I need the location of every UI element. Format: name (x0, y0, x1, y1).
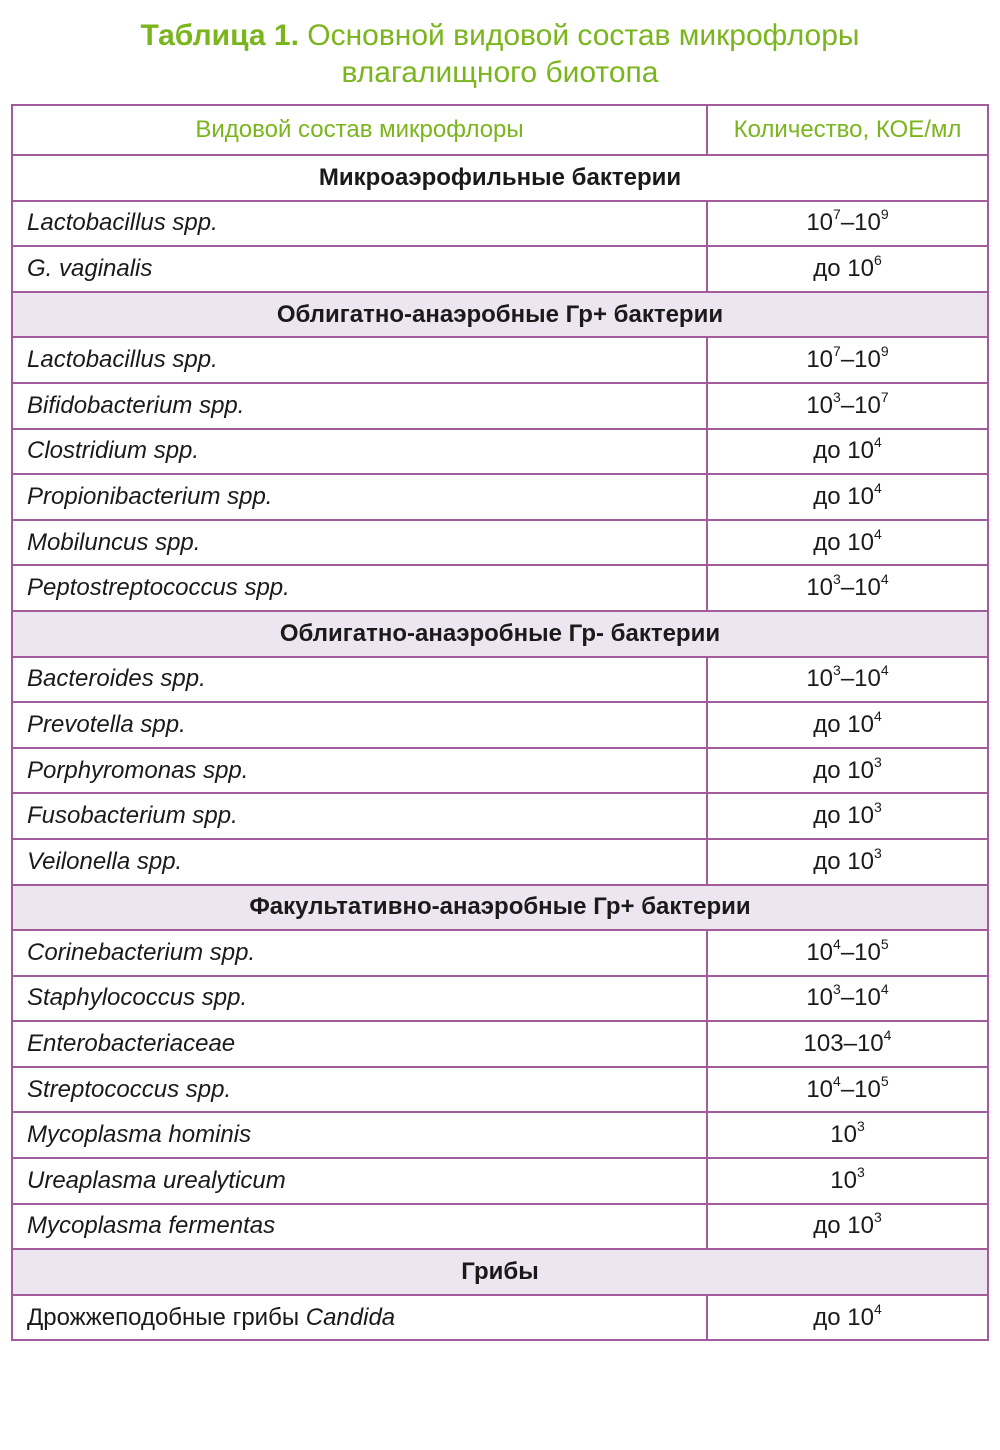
table-row (12, 1112, 988, 1158)
value-base: 10 (847, 847, 874, 875)
value-exp: 5 (880, 1072, 889, 1089)
quantity-value (707, 793, 988, 839)
species-name: Ureaplasma urealyticum (12, 1158, 707, 1204)
table-row (12, 1067, 988, 1113)
species-name: Peptostreptococcus spp. (12, 565, 707, 611)
value-exp: 4 (873, 525, 882, 542)
table-row (12, 930, 988, 976)
table-row (12, 1204, 988, 1250)
species-name: Mobiluncus spp. (12, 520, 707, 566)
value-prefix: до (813, 847, 848, 875)
value-exp: 3 (833, 662, 841, 679)
value-exp: 3 (873, 753, 882, 770)
group-label: Факультативно-анаэробные Гр+ бактерии (12, 885, 988, 931)
group-label: Микроаэрофильные бактерии (12, 155, 988, 201)
quantity-value (707, 474, 988, 520)
table-row (12, 976, 988, 1022)
value-sep: – (840, 346, 855, 374)
species-name: Fusobacterium spp. (12, 793, 707, 839)
table-row (12, 201, 988, 247)
table-row (12, 702, 988, 748)
species-name: Streptococcus spp. (12, 1067, 707, 1113)
species-name: Veilonella spp. (12, 839, 707, 885)
value-base: 10 (854, 346, 881, 374)
value-prefix: до (813, 1212, 848, 1240)
value-base: 10 (806, 574, 834, 602)
value-sep: – (843, 1030, 857, 1058)
value-exp: 3 (833, 981, 841, 998)
value-prefix: до (813, 802, 848, 830)
value-exp: 4 (880, 571, 889, 588)
value-prefix: до (813, 528, 848, 556)
quantity-value (707, 429, 988, 475)
group-row (12, 155, 988, 201)
value-prefix: до (813, 437, 848, 465)
species-name: Lactobacillus spp. (12, 337, 707, 383)
value-base: 10 (854, 391, 881, 419)
species-name: Clostridium spp. (12, 429, 707, 475)
value-sep: – (840, 984, 855, 1012)
quantity-value (707, 1021, 988, 1067)
value-exp: 4 (833, 1072, 841, 1089)
table-row (12, 748, 988, 794)
value-base: 10 (847, 710, 874, 738)
quantity-value (707, 1204, 988, 1250)
species-name: Propionibacterium spp. (12, 474, 707, 520)
value-base: 10 (806, 984, 834, 1012)
table-title (0, 0, 1000, 87)
group-row (12, 1249, 988, 1295)
value-base: 10 (830, 1166, 857, 1194)
value-base: 10 (830, 1121, 857, 1149)
species-name: Enterobacteriaceae (12, 1021, 707, 1067)
value-prefix: до (813, 482, 848, 510)
value-sep: – (840, 938, 855, 966)
value-base: 103 (803, 1030, 844, 1058)
value-exp: 3 (873, 1209, 882, 1226)
quantity-value (707, 930, 988, 976)
value-exp: 4 (880, 662, 889, 679)
value-exp: 4 (873, 434, 882, 451)
group-row (12, 885, 988, 931)
table-row (12, 337, 988, 383)
value-exp: 4 (883, 1027, 892, 1044)
value-base: 10 (854, 665, 881, 693)
value-base: 10 (854, 209, 881, 237)
value-base: 10 (806, 346, 834, 374)
value-exp: 4 (880, 981, 889, 998)
quantity-value (707, 1067, 988, 1113)
title-rest: Основной видовой состав микрофлоры (307, 19, 860, 52)
table-row (12, 246, 988, 292)
quantity-value (707, 383, 988, 429)
quantity-value (707, 201, 988, 247)
title-lead: Таблица 1. (140, 19, 299, 52)
quantity-value (707, 337, 988, 383)
header-species: Видовой состав микрофлоры (12, 105, 707, 155)
title-line-1 (0, 17, 1000, 54)
species-name: Prevotella spp. (12, 702, 707, 748)
value-exp: 4 (873, 1300, 882, 1317)
value-base: 10 (806, 209, 834, 237)
value-prefix: до (813, 254, 848, 282)
group-label: Грибы (12, 1249, 988, 1295)
quantity-value (707, 748, 988, 794)
value-exp: 7 (880, 388, 889, 405)
value-base: 10 (847, 802, 874, 830)
species-name: Corinebacterium spp. (12, 930, 707, 976)
value-exp: 3 (833, 388, 841, 405)
value-exp: 9 (880, 206, 889, 223)
table-row (12, 793, 988, 839)
microflora-table (11, 104, 989, 1341)
species-name-italic: Candida (305, 1303, 396, 1331)
value-sep: – (840, 391, 855, 419)
quantity-value (707, 702, 988, 748)
value-base: 10 (847, 1303, 874, 1331)
value-base: 10 (806, 665, 834, 693)
table-row (12, 657, 988, 703)
table-row (12, 429, 988, 475)
value-base: 10 (806, 1075, 834, 1103)
table-row (12, 565, 988, 611)
value-base: 10 (854, 1075, 881, 1103)
group-label: Облигатно-анаэробные Гр- бактерии (12, 611, 988, 657)
value-exp: 4 (873, 479, 882, 496)
value-base: 10 (854, 984, 881, 1012)
group-row (12, 611, 988, 657)
value-exp: 4 (873, 707, 882, 724)
species-name: Mycoplasma fermentas (12, 1204, 707, 1250)
title-line-2: влагалищного биотопа (341, 56, 659, 89)
value-exp: 5 (880, 935, 889, 952)
value-prefix: до (813, 1303, 848, 1331)
value-exp: 7 (833, 206, 841, 223)
header-quantity: Количество, КОЕ/мл (707, 105, 988, 155)
quantity-value (707, 1295, 988, 1341)
species-name: G. vaginalis (12, 246, 707, 292)
value-sep: – (840, 574, 855, 602)
quantity-value (707, 976, 988, 1022)
quantity-value (707, 1112, 988, 1158)
table-row (12, 839, 988, 885)
table-row (12, 520, 988, 566)
value-base: 10 (847, 1212, 874, 1240)
value-exp: 7 (833, 343, 841, 360)
quantity-value (707, 520, 988, 566)
value-exp: 6 (873, 251, 882, 268)
value-sep: – (840, 209, 855, 237)
value-exp: 4 (833, 935, 841, 952)
species-name: Bacteroides spp. (12, 657, 707, 703)
value-exp: 3 (873, 799, 882, 816)
quantity-value (707, 246, 988, 292)
table-row (12, 474, 988, 520)
header-row (12, 105, 988, 155)
value-base: 10 (847, 254, 874, 282)
species-name: Bifidobacterium spp. (12, 383, 707, 429)
table-row (12, 1295, 988, 1341)
quantity-value (707, 1158, 988, 1204)
value-base: 10 (806, 938, 834, 966)
table-row (12, 1158, 988, 1204)
table-row (12, 383, 988, 429)
value-exp: 3 (873, 844, 882, 861)
quantity-value (707, 565, 988, 611)
species-name: Porphyromonas spp. (12, 748, 707, 794)
value-base: 10 (856, 1030, 884, 1058)
value-base: 10 (847, 482, 874, 510)
value-base: 10 (847, 437, 874, 465)
value-base: 10 (847, 756, 874, 784)
value-exp: 3 (833, 571, 841, 588)
group-row (12, 292, 988, 338)
value-exp: 9 (880, 343, 889, 360)
species-name: Mycoplasma hominis (12, 1112, 707, 1158)
value-base: 10 (847, 528, 874, 556)
value-base: 10 (854, 574, 881, 602)
value-sep: – (840, 665, 855, 693)
value-prefix: до (813, 710, 848, 738)
group-label: Облигатно-анаэробные Гр+ бактерии (12, 292, 988, 338)
species-name (12, 1295, 707, 1341)
value-base: 10 (854, 938, 881, 966)
species-name: Staphylococcus spp. (12, 976, 707, 1022)
value-exp: 3 (856, 1163, 865, 1180)
value-prefix: до (813, 756, 848, 784)
species-name: Lactobacillus spp. (12, 201, 707, 247)
species-name-plain: Дрожжеподобные грибы (27, 1303, 306, 1331)
value-base: 10 (806, 391, 834, 419)
value-exp: 3 (856, 1118, 865, 1135)
value-sep: – (840, 1075, 855, 1103)
table-row (12, 1021, 988, 1067)
quantity-value (707, 657, 988, 703)
quantity-value (707, 839, 988, 885)
